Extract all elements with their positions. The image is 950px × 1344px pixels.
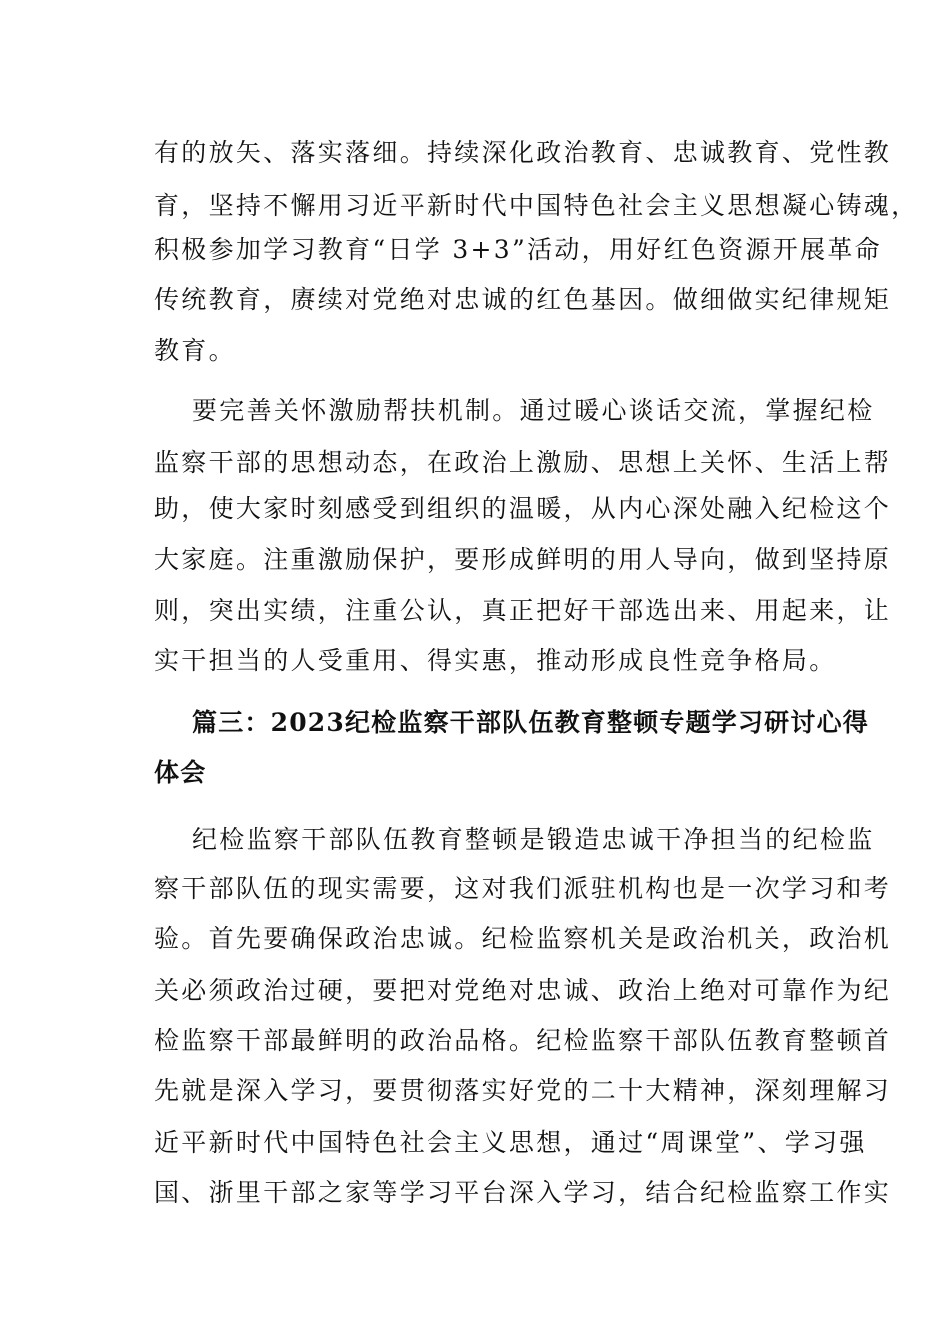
- text-line: 关必须政治过硬，要把对党绝对忠诚、政治上绝对可靠作为纪: [154, 976, 892, 1005]
- text-line: 要完善关怀激励帮扶机制。通过暖心谈话交流，掌握纪检: [192, 396, 875, 425]
- text-line: 检监察干部最鲜明的政治品格。纪检监察干部队伍教育整顿首: [154, 1026, 892, 1055]
- heading-line: 体会: [154, 758, 207, 787]
- text-line: 则，突出实绩，注重公认，真正把好干部选出来、用起来，让: [154, 596, 892, 625]
- text-line: 验。首先要确保政治忠诚。纪检监察机关是政治机关，政治机: [154, 924, 892, 953]
- text-line: 有的放矢、落实落细。持续深化政治教育、忠诚教育、党性教: [154, 138, 892, 167]
- text-line: 国、浙里干部之家等学习平台深入学习，结合纪检监察工作实: [154, 1178, 892, 1207]
- text-line: 近平新时代中国特色社会主义思想，通过“周课堂”、学习强: [154, 1128, 867, 1157]
- text-line: 纪检监察干部队伍教育整顿是锻造忠诚干净担当的纪检监: [192, 825, 875, 854]
- text-line: 察干部队伍的现实需要，这对我们派驻机构也是一次学习和考: [154, 874, 892, 903]
- text-line: 实干担当的人受重用、得实惠，推动形成良性竞争格局。: [154, 646, 837, 675]
- text-line: 传统教育，赓续对党绝对忠诚的红色基因。做细做实纪律规矩: [154, 285, 892, 314]
- text-line: 育，坚持不懈用习近平新时代中国特色社会主义思想凝心铸魂，: [154, 191, 919, 220]
- text-line: 教育。: [154, 336, 236, 365]
- text-line: 助，使大家时刻感受到组织的温暖，从内心深处融入纪检这个: [154, 494, 892, 523]
- text-line: 大家庭。注重激励保护，要形成鲜明的用人导向，做到坚持原: [154, 545, 892, 574]
- text-line: 监察干部的思想动态，在政治上激励、思想上关怀、生活上帮: [154, 448, 892, 477]
- text-line: 先就是深入学习，要贯彻落实好党的二十大精神，深刻理解习: [154, 1076, 892, 1105]
- text-line: 积极参加学习教育“日学 3+3”活动，用好红色资源开展革命: [154, 235, 882, 264]
- heading-line: 篇三：2023纪检监察干部队伍教育整顿专题学习研讨心得: [192, 708, 869, 737]
